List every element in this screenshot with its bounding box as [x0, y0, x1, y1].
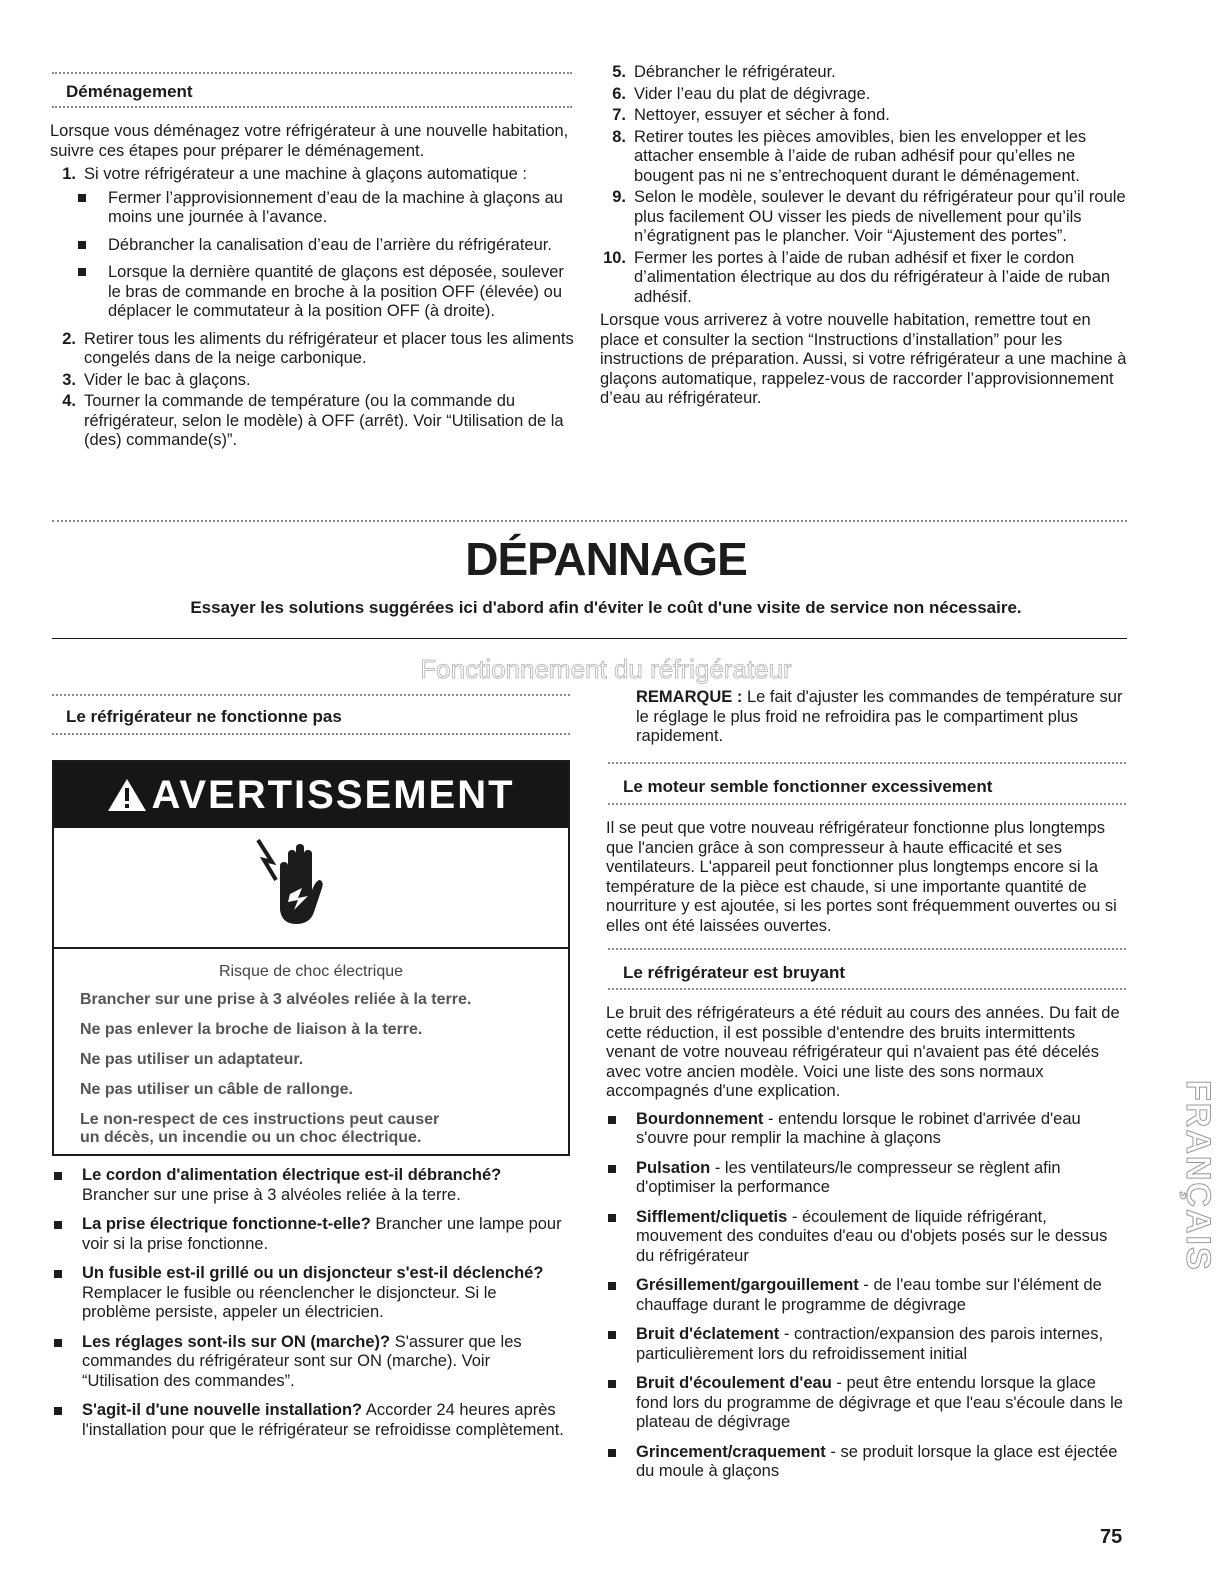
section-heading-noisy: Le réfrigérateur est bruyant	[623, 963, 846, 982]
warning-box	[52, 760, 570, 1156]
divider	[608, 762, 1126, 764]
section-heading-demenagement: Déménagement	[66, 82, 193, 101]
intro-paragraph: Lorsque vous déménagez votre réfrigérateur à une nouvelle habitation, suivre ces étapes pour préparer le déménagement.	[50, 122, 569, 160]
motor-paragraph: Il se peut que votre nouveau réfrigérateur fonctionne plus longtemps que l'ancien grâce à son compresseur à haute efficacité et ses ventilateurs. L'appareil peut fonctionner plus longtemps encore si la température de la pièce est chaude, si une importante quantité de nourriture y est ajoutée, si les portes sont fréquemment ouvertes ou si elles ont été laissées ouvertes.	[606, 819, 1117, 935]
warning-line: Ne pas utiliser un câble de rallonge.	[80, 1081, 353, 1098]
list-item: 4. Tourner la commande de température (ou la commande du réfrigérateur, selon le modèle) à OFF (arrêt). Voir “Utilisation de la (des) commande(s)”.	[62, 392, 564, 449]
not-working-checklist	[52, 1166, 567, 1450]
closing-paragraph: Lorsque vous arriverez à votre nouvelle habitation, remettre tout en place et consulter la section “Instructions d’installation” pour les instructions de préparation. Aussi, si votre réfrigérateur a une machine à glaçons automatique, rappelez-vous de raccorder l’approvisionnement d’eau au réfrigérateur.	[600, 311, 1127, 407]
list-item: 7. Nettoyer, essuyer et sécher à fond.	[612, 106, 890, 124]
list-item: La prise électrique fonctionne-t-elle? Brancher une lampe pour voir si la prise fonctionne.	[52, 1215, 567, 1254]
list-item: S'agit-il d'une nouvelle installation? Accorder 24 heures après l'installation pour que le réfrigérateur se refroidisse complètement.	[52, 1401, 567, 1440]
list-item: 3. Vider le bac à glaçons.	[62, 370, 251, 389]
noisy-section	[606, 1004, 1128, 1492]
warning-header	[54, 762, 568, 828]
list-item: Pulsation - les ventilateurs/le compresseur se règlent afin d'optimiser la performance	[606, 1159, 1128, 1198]
list-item: 8. Retirer toutes les pièces amovibles, bien les envelopper et les attacher ensemble à l’aide de ruban adhésif pour qu’elles ne bougent pas ni ne s’entrechoquent durant le déménagement.	[612, 127, 1087, 185]
section-heading-not-working: Le réfrigérateur ne fonctionne pas	[66, 707, 342, 726]
warning-line: Le non-respect de ces instructions peut causer	[80, 1111, 440, 1128]
section-heading-motor: Le moteur semble fonctionner excessivement	[623, 777, 993, 796]
warning-line: Ne pas enlever la broche de liaison à la terre.	[80, 1021, 423, 1038]
warning-title: AVERTISSEMENT	[151, 773, 515, 817]
warning-line: Risque de choc électrique	[218, 963, 404, 980]
list-item: Bruit d'écoulement d'eau - peut être entendu lorsque la glace fond lors du programme de dégivrage et que l'eau s'écoule dans le plateau de dégivrage	[606, 1374, 1128, 1433]
warning-line: Brancher sur une prise à 3 alvéoles reliée à la terre.	[80, 991, 472, 1008]
note	[636, 688, 1126, 747]
list-item: Débrancher la canalisation d’eau de l’arrière du réfrigérateur.	[50, 236, 580, 256]
note-label: REMARQUE :	[636, 688, 743, 706]
page-subtitle: Essayer les solutions suggérées ici d'abord afin d'éviter le coût d'une visite de service non nécessaire.	[190, 598, 1022, 617]
list-item: Bourdonnement - entendu lorsque le robinet d'arrivée d'eau s'ouvre pour remplir la machine à glaçons	[606, 1110, 1128, 1149]
list-item: Un fusible est-il grillé ou un disjoncteur s'est-il déclenché? Remplacer le fusible ou réenclencher le disjoncteur. Si le problème persiste, appeler un électricien.	[52, 1264, 567, 1323]
warning-line: Ne pas utiliser un adaptateur.	[80, 1051, 304, 1068]
list-item: 10. Fermer les portes à l’aide de ruban adhésif et fixer le cordon d’alimentation électrique au dos du réfrigérateur à l’aide de ruban adhésif.	[603, 248, 1111, 306]
list-item: Sifflement/cliquetis - écoulement de liquide réfrigérant, mouvement des conduites d'eau ou d'objets posés sur le dessus du réfrigérateur	[606, 1208, 1128, 1267]
page-title: DÉPANNAGE	[465, 533, 747, 585]
divider	[608, 988, 1126, 990]
list-item: Fermer l’approvisionnement d’eau de la machine à glaçons au moins une journée à l’avance.	[50, 189, 580, 228]
noisy-intro: Le bruit des réfrigérateurs a été réduit au cours des années. Du fait de cette réduction, il est possible d'entendre des bruits intermittents venant de votre nouveau réfrigérateur qui n'avaient pas été décelés avec votre ancien modèle. Voici une liste des sons normaux accompagnés d'une explication.	[606, 1004, 1120, 1100]
list-item: Le cordon d'alimentation électrique est-il débranché? Brancher sur une prise à 3 alvéoles reliée à la terre.	[52, 1166, 567, 1205]
list-item: Lorsque la dernière quantité de glaçons est déposée, soulever le bras de commande en broche à la position OFF (élevée) ou déplacer le commutateur à la position OFF (à droite).	[50, 263, 580, 322]
page-number: 75	[1100, 1526, 1123, 1548]
list-item: 2. Retirer tous les aliments du réfrigérateur et placer tous les aliments congelés dans de la neige carbonique.	[62, 329, 574, 367]
warning-line: un décès, un incendie ou un choc électrique.	[80, 1129, 422, 1146]
list-item: 5. Débrancher le réfrigérateur.	[612, 63, 836, 81]
warning-triangle-icon	[107, 778, 147, 812]
warning-text	[54, 949, 568, 1147]
divider	[52, 733, 570, 735]
electric-shock-hand-icon	[254, 836, 334, 936]
right-column-top	[600, 63, 1130, 409]
divider	[52, 106, 572, 108]
list-item: 6. Vider l’eau du plat de dégivrage.	[612, 84, 871, 103]
category-heading: Fonctionnement du réfrigérateur	[420, 654, 792, 684]
list-item: Grésillement/gargouillement - de l'eau tombe sur l'élément de chauffage durant le programme de dégivrage	[606, 1276, 1128, 1315]
list-item: Grincement/craquement - se produit lorsque la glace est éjectée du moule à glaçons	[606, 1443, 1128, 1482]
note-text: Le fait d'ajuster les commandes de température sur le réglage le plus froid ne refroidira pas le compartiment plus rapidement.	[636, 688, 1123, 745]
divider	[52, 694, 570, 696]
noise-list	[606, 1110, 1128, 1482]
divider	[52, 520, 1127, 522]
language-side-tab: FRANÇAIS	[1179, 1080, 1217, 1272]
moving-steps-list	[50, 165, 580, 451]
divider	[608, 948, 1126, 950]
list-item: Bruit d'éclatement - contraction/expansion des parois internes, particulièrement lors du refroidissement initial	[606, 1325, 1128, 1364]
divider	[608, 803, 1126, 805]
rule	[52, 638, 1127, 639]
left-column-top	[50, 122, 580, 453]
list-item: 9. Selon le modèle, soulever le devant du réfrigérateur pour qu’il roule plus facilement OU visser les pieds de nivellement pour qu’ils n’égratignent pas le plancher. Voir “Ajustement des portes”.	[612, 188, 1126, 245]
sub-bullet-list	[50, 189, 580, 322]
divider	[52, 72, 572, 74]
moving-steps-list-continued	[600, 63, 1130, 307]
list-item: Les réglages sont-ils sur ON (marche)? S'assurer que les commandes du réfrigérateur sont sur ON (marche). Voir “Utilisation des commandes”.	[52, 1333, 567, 1392]
list-item: 1. Si votre réfrigérateur a une machine à glaçons automatique : Fermer l’approvisionnement d’eau de la machine à glaçons au moins une journée à l’avance. Débrancher la canalisation d’eau de l’arrière du réfrigérateur. Lorsque la dernière quantité de glaçons est déposée, soulever le bras de commande en broche à la position OFF (élevée) ou déplacer le commutateur à la position OFF (à droite).	[50, 165, 580, 322]
